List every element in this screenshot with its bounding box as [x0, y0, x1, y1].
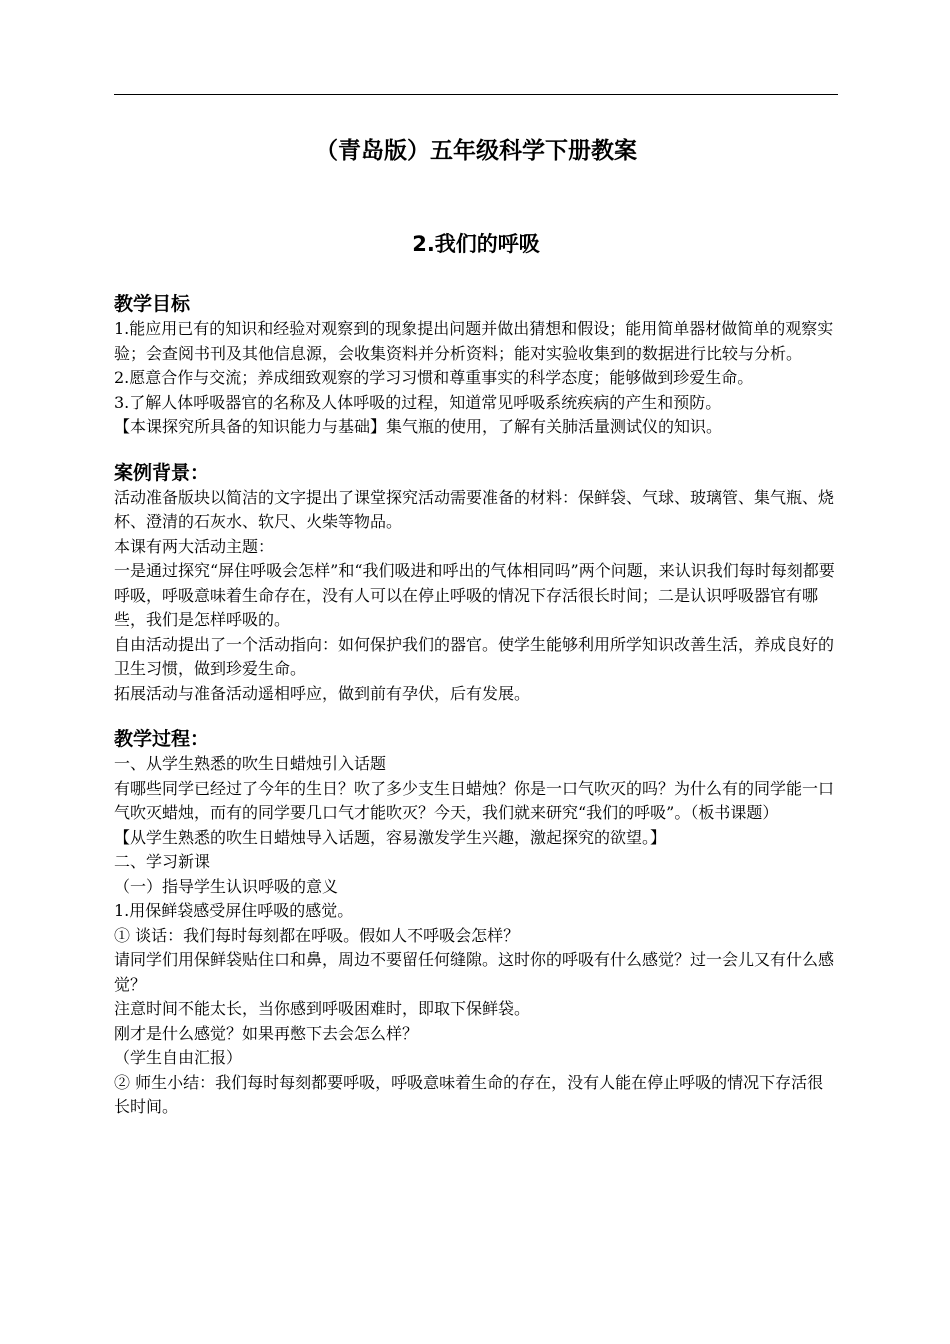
header-rule [114, 94, 838, 95]
section-teaching-process [114, 726, 838, 1120]
background-paragraph-4: 自由活动提出了一个活动指向：如何保护我们的器官。使学生能够利用所学知识改善生活，养成良好的卫生习惯，做到珍爱生命。 [114, 634, 835, 678]
process-paragraph-10: 刚才是什么感觉？如果再憋下去会怎么样？ [114, 1023, 419, 1043]
process-paragraph-12: ② 师生小结：我们每时每刻都要呼吸，呼吸意味着生命的存在，没有人能在停止呼吸的情况下存活很长时间。 [114, 1072, 824, 1116]
goal-paragraph-4: 【本课探究所具备的知识能力与基础】集气瓶的使用，了解有关肺活量测试仪的知识。 [114, 417, 723, 436]
process-paragraph-1: 一、从学生熟悉的吹生日蜡烛引入话题 [114, 754, 387, 773]
section-heading-goals: 教学目标 [114, 293, 191, 315]
process-paragraph-4: 二、学习新课 [114, 852, 211, 871]
goal-paragraph-3: 3.了解人体呼吸器官的名称及人体呼吸的过程，知道常见呼吸系统疾病的产生和预防。 [114, 392, 722, 412]
process-paragraph-9: 注意时间不能太长，当你感到呼吸困难时，即取下保鲜袋。 [114, 999, 531, 1018]
background-paragraph-2: 本课有两大活动主题： [114, 536, 275, 556]
goal-paragraph-2: 2.愿意合作与交流；养成细致观察的学习习惯和尊重事实的科学态度；能够做到珍爱生命。 [114, 368, 754, 387]
background-paragraph-1: 活动准备版块以简洁的文字提出了课堂探究活动需要准备的材料：保鲜袋、气球、玻璃管、集气瓶、烧杯、澄清的石灰水、软尺、火柴等物品。 [114, 487, 835, 531]
section-heading-background: 案例背景： [114, 461, 210, 484]
section-teaching-goals [114, 291, 838, 440]
document-page [114, 94, 838, 1120]
lesson-title: 2.我们的呼吸 [412, 232, 540, 256]
goal-paragraph-1: 1.能应用已有的知识和经验对观察到的现象提出问题并做出猜想和假设；能用简单器材做简单的观察实验；会查阅书刊及其他信息源，会收集资料并分析资料；能对实验收集到的数据进行比较与分析。 [114, 319, 834, 363]
background-paragraph-3: 一是通过探究“屏住呼吸会怎样”和“我们吸进和呼出的气体相同吗”两个问题，来认识我们每时每刻都要呼吸，呼吸意味着生命存在，没有人可以在停止呼吸的情况下存活很长时间；二是认识呼吸器官有哪些，我们是怎样呼吸的。 [114, 561, 835, 629]
process-paragraph-11: （学生自由汇报） [114, 1048, 243, 1067]
process-paragraph-6: 1.用保鲜袋感受屏住呼吸的感觉。 [114, 901, 354, 920]
process-paragraph-5: （一）指导学生认识呼吸的意义 [114, 876, 339, 896]
process-paragraph-7: ① 谈话：我们每时每刻都在呼吸。假如人不呼吸会怎样？ [114, 925, 520, 945]
section-case-background [114, 460, 838, 707]
section-heading-process: 教学过程： [114, 728, 210, 750]
background-paragraph-5: 拓展活动与准备活动遥相呼应，做到前有孕伏，后有发展。 [114, 683, 531, 703]
process-paragraph-3: 【从学生熟悉的吹生日蜡烛导入话题，容易激发学生兴趣，激起探究的欲望。】 [114, 827, 667, 847]
document-title: （青岛版）五年级科学下册教案 [315, 138, 637, 164]
process-paragraph-2: 有哪些同学已经过了今年的生日？吹了多少支生日蜡烛？你是一口气吹灭的吗？为什么有的同学能一口气吹灭蜡烛，而有的同学要几口气才能吹灭？今天，我们就来研究“我们的呼吸”。（板书课题） [114, 778, 835, 822]
process-paragraph-8: 请同学们用保鲜袋贴住口和鼻，周边不要留任何缝隙。这时你的呼吸有什么感觉？过一会儿又有什么感觉？ [114, 950, 835, 994]
